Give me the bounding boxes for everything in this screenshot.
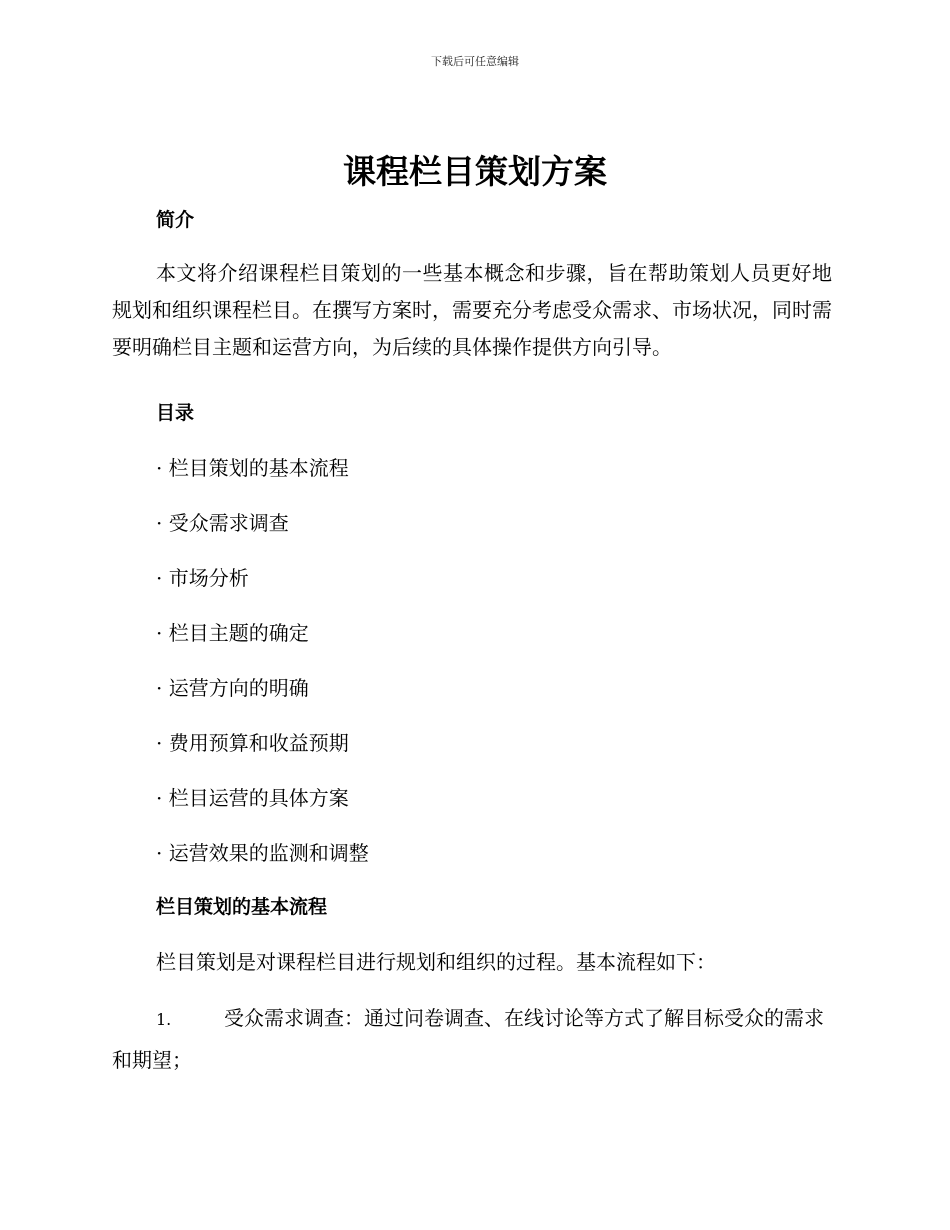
toc-heading: 目录	[156, 402, 195, 424]
intro-paragraph: 本文将介绍课程栏目策划的一些基本概念和步骤，旨在帮助策划人员更好地规划和组织课程栏目。在撰写方案时，需要充分考虑受众需求、市场状况，同时需要明确栏目主题和运营方向，为后续的具体操作提供方向引导。	[112, 261, 832, 359]
header-note: 下载后可任意编辑	[431, 55, 519, 68]
toc-item: · 栏目策划的基本流程	[156, 456, 349, 480]
toc-item: · 栏目主题的确定	[156, 621, 309, 645]
document-title: 课程栏目策划方案	[343, 152, 607, 191]
intro-heading: 简介	[156, 209, 195, 231]
list-number: 1.	[156, 1010, 172, 1029]
numbered-list-item	[112, 998, 832, 1080]
section-paragraph: 栏目策划是对课程栏目进行规划和组织的过程。基本流程如下：	[156, 950, 716, 974]
toc-item: · 受众需求调查	[156, 511, 289, 535]
toc-item: · 费用预算和收益预期	[156, 731, 349, 755]
toc-item: · 栏目运营的具体方案	[156, 786, 349, 810]
toc-item: · 运营效果的监测和调整	[156, 841, 369, 865]
section-heading: 栏目策划的基本流程	[156, 896, 328, 918]
toc-item: · 运营方向的明确	[156, 676, 309, 700]
list-item-text: 受众需求调查：通过问卷调查、在线讨论等方式了解目标受众的需求和期望；	[112, 1006, 824, 1072]
toc-item: · 市场分析	[156, 566, 249, 590]
